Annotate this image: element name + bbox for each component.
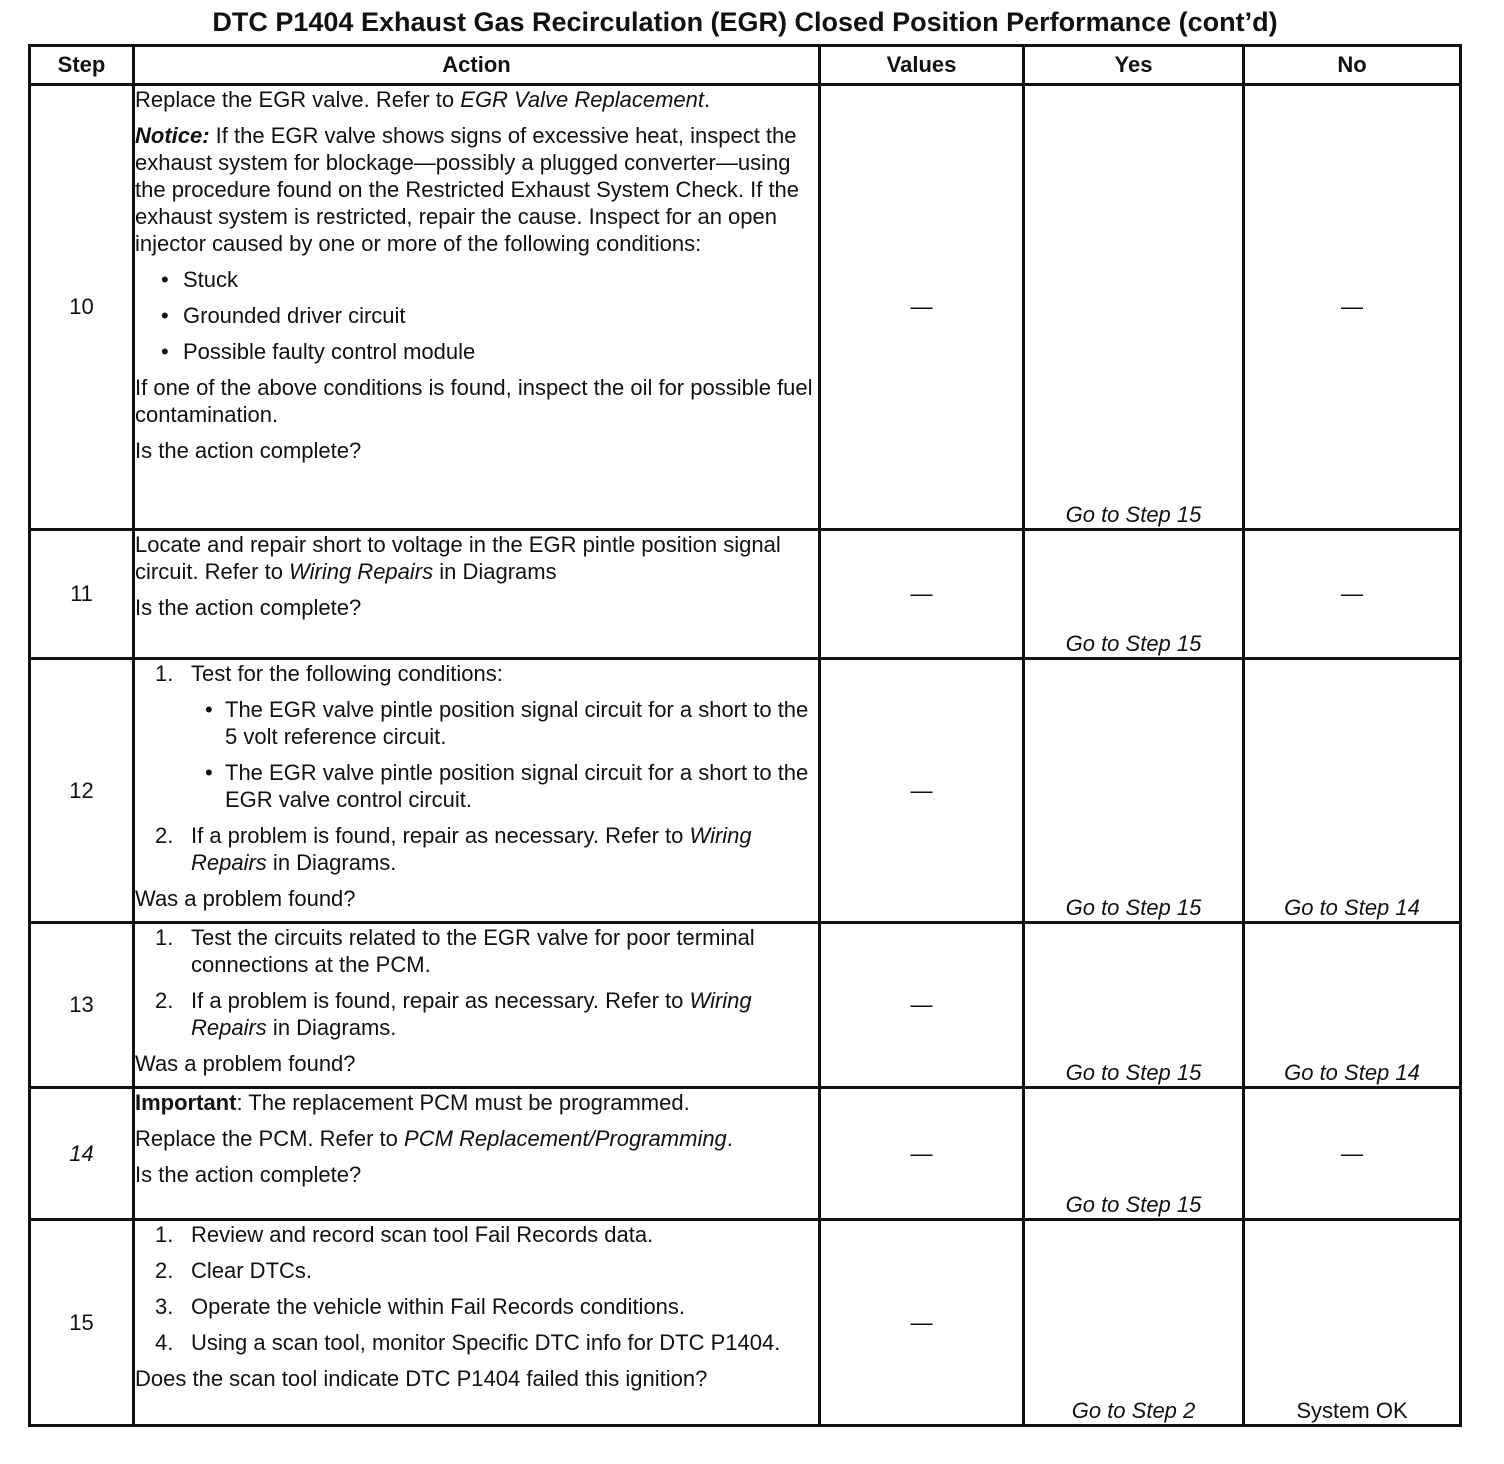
numbered-item bbox=[135, 924, 818, 978]
item-number: 2. bbox=[155, 1258, 174, 1283]
procedure-reference: Wiring Repairs bbox=[191, 823, 752, 875]
action-question: Was a problem found? bbox=[135, 1051, 356, 1076]
action-question: Does the scan tool indicate DTC P1404 failed this ignition? bbox=[135, 1366, 708, 1391]
notice-label: Notice: bbox=[135, 123, 210, 148]
header-action: Action bbox=[134, 46, 820, 85]
values-cell: — bbox=[820, 1220, 1024, 1426]
item-number: 1. bbox=[155, 1222, 174, 1247]
action-cell bbox=[134, 530, 820, 659]
no-cell: Go to Step 14 bbox=[1244, 659, 1461, 923]
values-cell: — bbox=[820, 530, 1024, 659]
action-question: Was a problem found? bbox=[135, 886, 356, 911]
yes-cell: Go to Step 15 bbox=[1024, 659, 1244, 923]
table-row bbox=[30, 85, 1461, 530]
values-cell: — bbox=[820, 923, 1024, 1088]
table-row bbox=[30, 1220, 1461, 1426]
sub-bullet-item: • The EGR valve pintle position signal circuit for a short to the 5 volt reference circuit. bbox=[135, 696, 818, 750]
item-text: Test the circuits related to the EGR valve for poor terminal connections at the PCM. bbox=[191, 925, 755, 977]
procedure-reference: Wiring Repairs bbox=[191, 988, 752, 1040]
item-number: 1. bbox=[155, 661, 174, 686]
notice-text: If the EGR valve shows signs of excessive heat, inspect the exhaust system for blockage—possibly a plugged converter—using the procedure found on the Restricted Exhaust System Check. If the exhaust system is restricted, repair the cause. Inspect for an open injector caused by one or more of the following conditions: bbox=[135, 123, 800, 256]
item-text: Using a scan tool, monitor Specific DTC info for DTC P1404. bbox=[191, 1330, 781, 1355]
important-paragraph bbox=[135, 1089, 818, 1116]
item-number: 4. bbox=[155, 1330, 174, 1355]
procedure-reference: Wiring Repairs bbox=[289, 559, 434, 584]
action-text: in Diagrams bbox=[433, 559, 557, 584]
notice-paragraph bbox=[135, 122, 818, 257]
table-row bbox=[30, 1088, 1461, 1220]
action-text: . bbox=[726, 1126, 733, 1151]
step-number: 13 bbox=[30, 923, 134, 1088]
procedure-reference: EGR Valve Replacement bbox=[460, 87, 705, 112]
header-step: Step bbox=[30, 46, 134, 85]
action-text: . bbox=[704, 87, 711, 112]
yes-cell: Go to Step 2 bbox=[1024, 1220, 1244, 1426]
step-number: 14 bbox=[30, 1088, 134, 1220]
step-number: 15 bbox=[30, 1220, 134, 1426]
no-cell: Go to Step 14 bbox=[1244, 923, 1461, 1088]
step-number: 10 bbox=[30, 85, 134, 530]
sub-bullet-item: • The EGR valve pintle position signal circuit for a short to the EGR valve control circuit. bbox=[135, 759, 818, 813]
header-row bbox=[30, 46, 1461, 85]
yes-cell: Go to Step 15 bbox=[1024, 1088, 1244, 1220]
page-title: DTC P1404 Exhaust Gas Recirculation (EGR) Closed Position Performance (cont’d) bbox=[212, 7, 1278, 37]
step-number: 11 bbox=[30, 530, 134, 659]
item-text: Operate the vehicle within Fail Records conditions. bbox=[191, 1294, 686, 1319]
step-number: 12 bbox=[30, 659, 134, 923]
numbered-item bbox=[135, 822, 818, 876]
numbered-item bbox=[135, 1293, 818, 1320]
action-paragraph: If one of the above conditions is found, inspect the oil for possible fuel contamination. bbox=[135, 375, 813, 427]
bullet-item: • Stuck bbox=[135, 266, 818, 293]
numbered-item bbox=[135, 1221, 818, 1248]
action-question: Is the action complete? bbox=[135, 1162, 362, 1187]
item-text: Review and record scan tool Fail Records data. bbox=[191, 1222, 654, 1247]
table-row bbox=[30, 530, 1461, 659]
item-number: 2. bbox=[155, 988, 174, 1013]
action-question: Is the action complete? bbox=[135, 438, 362, 463]
action-text: Locate and repair short to voltage in the EGR pintle position signal circuit. Refer to bbox=[135, 532, 781, 584]
yes-cell: Go to Step 15 bbox=[1024, 530, 1244, 659]
numbered-item bbox=[135, 1329, 818, 1356]
action-paragraph bbox=[135, 1125, 818, 1152]
yes-cell: Go to Step 15 bbox=[1024, 85, 1244, 530]
action-cell bbox=[134, 1088, 820, 1220]
item-text: Test for the following conditions: bbox=[191, 661, 503, 686]
item-number: 1. bbox=[155, 925, 174, 950]
item-text: in Diagrams. bbox=[266, 850, 397, 875]
item-text: in Diagrams. bbox=[266, 1015, 397, 1040]
important-text: : The replacement PCM must be programmed. bbox=[236, 1090, 690, 1115]
action-cell bbox=[134, 85, 820, 530]
action-cell bbox=[134, 923, 820, 1088]
values-cell: — bbox=[820, 659, 1024, 923]
values-cell: — bbox=[820, 1088, 1024, 1220]
action-text: Replace the PCM. Refer to bbox=[135, 1126, 405, 1151]
numbered-item bbox=[135, 987, 818, 1041]
numbered-item bbox=[135, 1257, 818, 1284]
action-paragraph bbox=[135, 531, 818, 585]
action-question: Is the action complete? bbox=[135, 595, 362, 620]
header-no: No bbox=[1244, 46, 1461, 85]
item-text: Clear DTCs. bbox=[191, 1258, 313, 1283]
action-paragraph bbox=[135, 86, 818, 113]
diagnostic-table bbox=[28, 44, 1462, 1427]
no-cell: — bbox=[1244, 85, 1461, 530]
values-cell: — bbox=[820, 85, 1024, 530]
numbered-item bbox=[135, 660, 818, 687]
bullet-item: • Possible faulty control module bbox=[135, 338, 818, 365]
action-text: Replace the EGR valve. Refer to bbox=[135, 87, 461, 112]
header-yes: Yes bbox=[1024, 46, 1244, 85]
table-row bbox=[30, 923, 1461, 1088]
header-values: Values bbox=[820, 46, 1024, 85]
action-cell bbox=[134, 659, 820, 923]
item-text: If a problem is found, repair as necessary. Refer to bbox=[191, 823, 690, 848]
no-cell: — bbox=[1244, 530, 1461, 659]
no-cell: System OK bbox=[1244, 1220, 1461, 1426]
bullet-item: • Grounded driver circuit bbox=[135, 302, 818, 329]
item-text: If a problem is found, repair as necessary. Refer to bbox=[191, 988, 690, 1013]
yes-cell: Go to Step 15 bbox=[1024, 923, 1244, 1088]
no-cell: — bbox=[1244, 1088, 1461, 1220]
important-label: Important bbox=[135, 1090, 237, 1115]
item-number: 2. bbox=[155, 823, 174, 848]
action-cell bbox=[134, 1220, 820, 1426]
item-number: 3. bbox=[155, 1294, 174, 1319]
procedure-reference: PCM Replacement/Programming bbox=[404, 1126, 727, 1151]
table-row bbox=[30, 659, 1461, 923]
